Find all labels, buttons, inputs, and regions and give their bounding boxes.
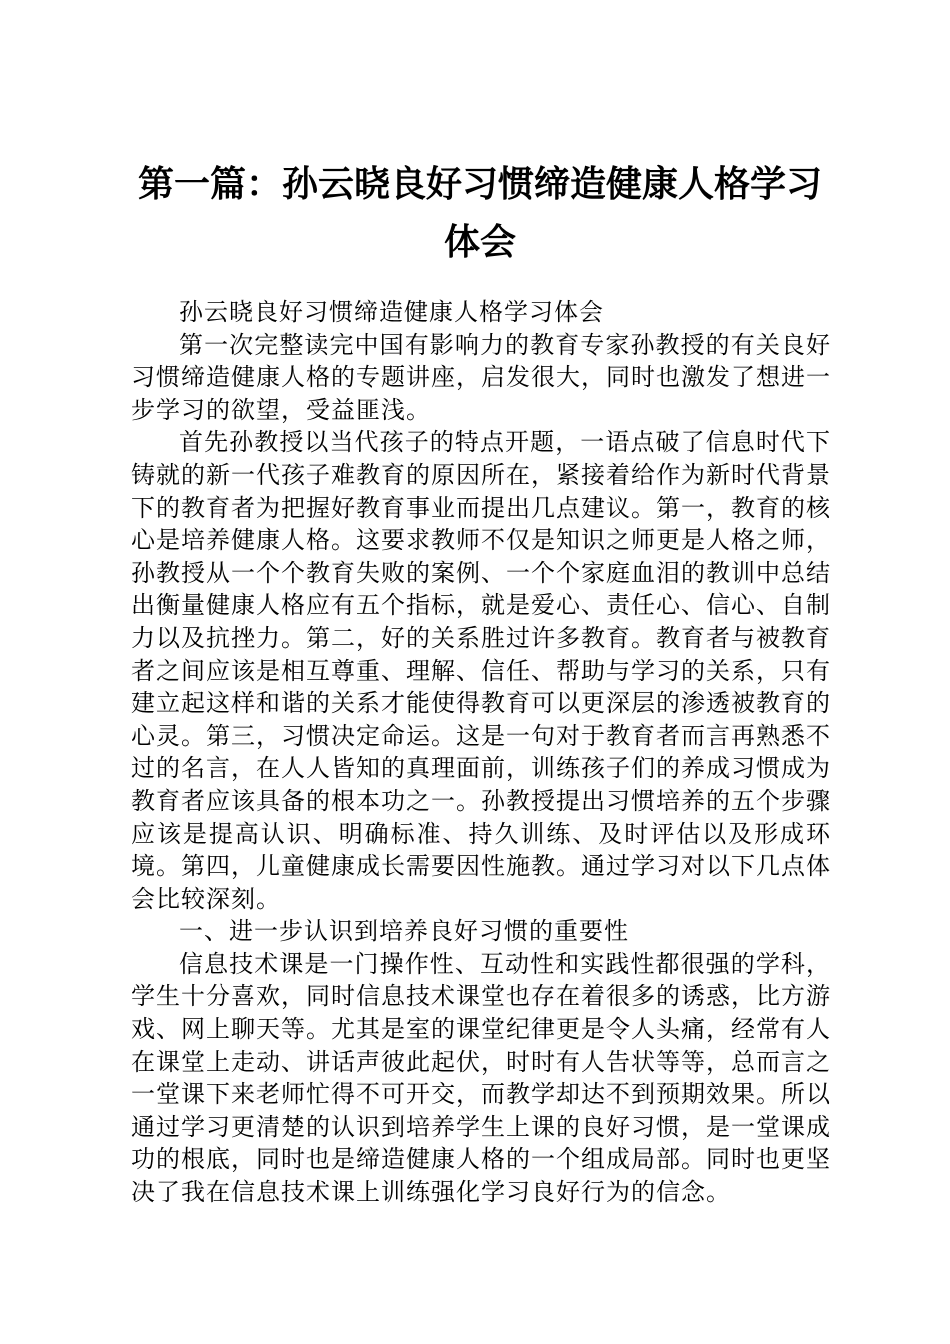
intro-paragraph: 第一次完整读完中国有影响力的教育专家孙教授的有关良好习惯缔造健康人格的专题讲座，启发很大，同时也激发了想进一步学习的欲望，受益匪浅。	[131, 330, 831, 424]
summary-paragraph: 首先孙教授以当代孩子的特点开题，一语点破了信息时代下铸就的新一代孩子难教育的原因所在，紧接着给作为新时代背景下的教育者为把握好教育事业而提出几点建议。第一，教育的核心是培养健康人格。这要求教师不仅是知识之师更是人格之师，孙教授从一个个教育失败的案例、一个个家庭血泪的教训中总结出衡量健康人格应有五个指标，就是爱心、责任心、信心、自制力以及抗挫力。第二，好的关系胜过许多教育。教育者与被教育者之间应该是相互尊重、理解、信任、帮助与学习的关系，只有建立起这样和谐的关系才能使得教育可以更深层的渗透被教育的心灵。第三，习惯决定命运。这是一句对于教育者而言再熟悉不过的名言，在人人皆知的真理面前，训练孩子们的养成习惯成为教育者应该具备的根本功之一。孙教授提出习惯培养的五个步骤应该是提高认识、明确标准、持久训练、及时评估以及形成环境。第四，儿童健康成长需要因性施教。通过学习对以下几点体会比较深刻。	[131, 428, 831, 913]
section-paragraph: 信息技术课是一门操作性、互动性和实践性都很强的学科，学生十分喜欢，同时信息技术课堂也存在着很多的诱惑，比方游戏、网上聊天等。尤其是室的课堂纪律更是令人头痛，经常有人在课堂上走动、讲话声彼此起伏，时时有人告状等等，总而言之一堂课下来老师忙得不可开交，而教学却达不到预期效果。所以通过学习更清楚的认识到培养学生上课的良好习惯，是一堂课成功的根底，同时也是缔造健康人格的一个组成局部。同时也更坚决了我在信息技术课上训练强化学习良好行为的信念。	[131, 949, 831, 1207]
document-title: 第一篇：孙云晓良好习惯缔造健康人格学习体会	[137, 163, 822, 263]
subtitle-paragraph: 孙云晓良好习惯缔造健康人格学习体会	[179, 298, 604, 326]
section-heading: 一、进一步认识到培养良好习惯的重要性	[179, 917, 629, 946]
document-body	[131, 296, 831, 1209]
